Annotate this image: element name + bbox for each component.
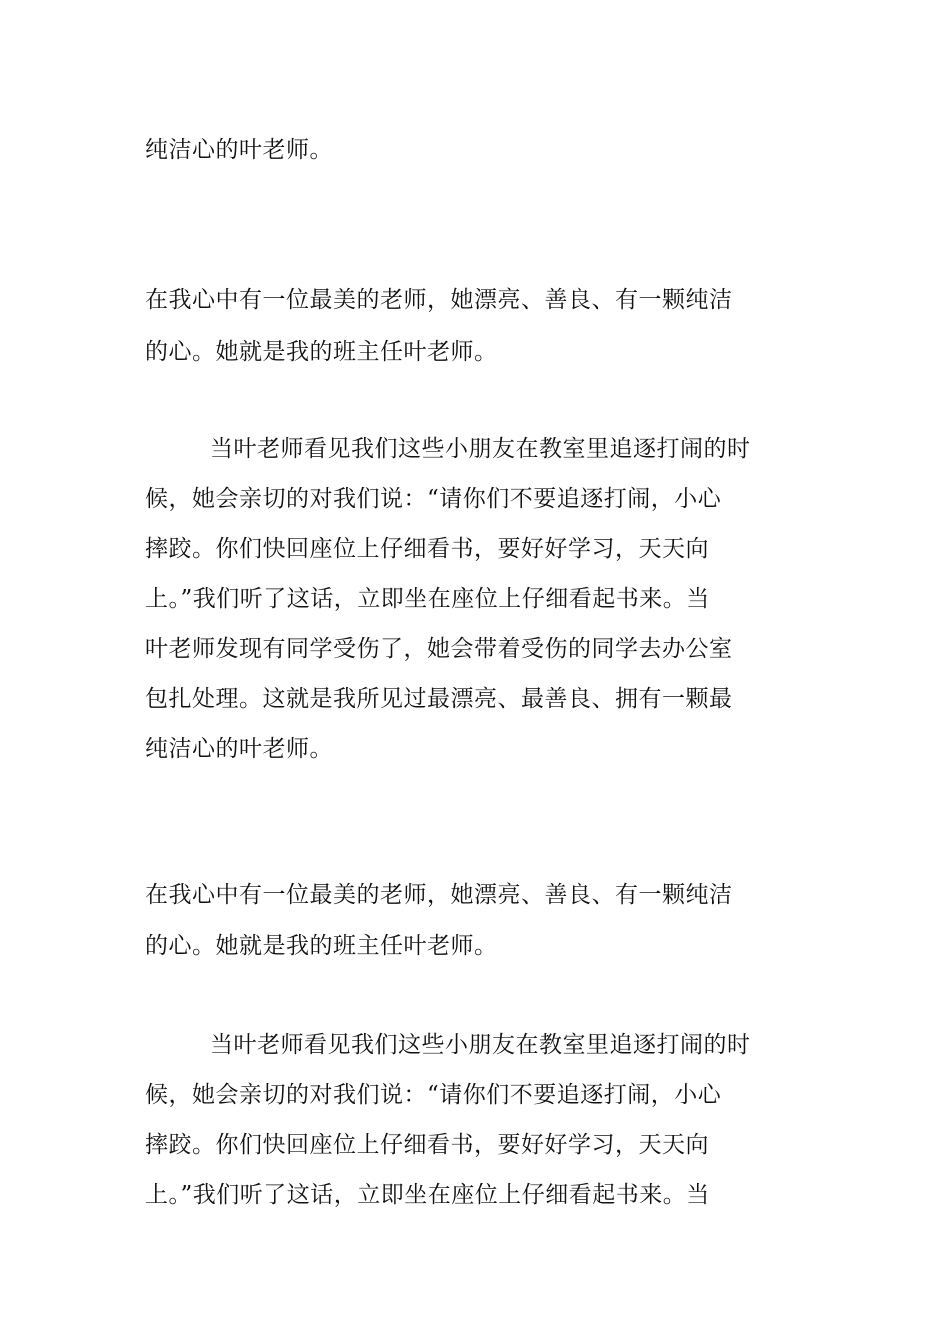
text-line: 候，她会亲切的对我们说：“请你们不要追逐打闹，小心 xyxy=(145,1082,722,1108)
text-line: 纯洁心的叶老师。 xyxy=(145,736,333,762)
text-line: 叶老师发现有同学受伤了，她会带着受伤的同学去办公室 xyxy=(145,636,733,662)
text-line: 上。”我们听了这话，立即坐在座位上仔细看起书来。当 xyxy=(145,586,710,612)
text-line: 的心。她就是我的班主任叶老师。 xyxy=(145,933,498,959)
text-line: 上。”我们听了这话，立即坐在座位上仔细看起书来。当 xyxy=(145,1182,710,1208)
text-line: 在我心中有一位最美的老师，她漂亮、善良、有一颗纯洁 xyxy=(145,882,733,908)
text-line: 包扎处理。这就是我所见过最漂亮、最善良、拥有一颗最 xyxy=(145,686,733,712)
text-line: 纯洁心的叶老师。 xyxy=(145,137,333,163)
text-line: 摔跤。你们快回座位上仔细看书，要好好学习，天天向 xyxy=(145,536,709,562)
text-line: 在我心中有一位最美的老师，她漂亮、善良、有一颗纯洁 xyxy=(145,287,733,313)
text-line: 当叶老师看见我们这些小朋友在教室里追逐打闹的时 xyxy=(210,1032,751,1058)
text-line: 候，她会亲切的对我们说：“请你们不要追逐打闹，小心 xyxy=(145,486,722,512)
text-line: 摔跤。你们快回座位上仔细看书，要好好学习，天天向 xyxy=(145,1132,709,1158)
text-line: 的心。她就是我的班主任叶老师。 xyxy=(145,339,498,365)
text-line: 当叶老师看见我们这些小朋友在教室里追逐打闹的时 xyxy=(210,436,751,462)
